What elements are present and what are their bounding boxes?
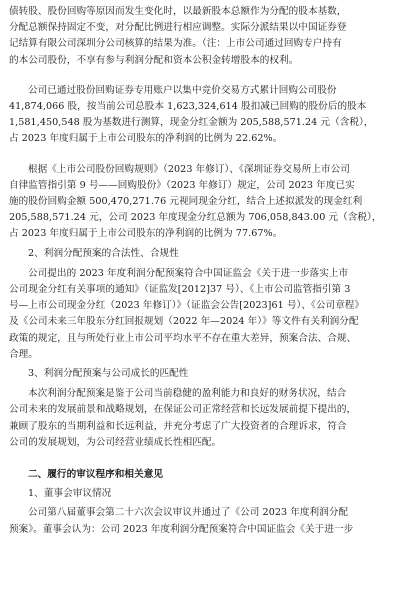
heading-board-review xyxy=(9,486,393,502)
text-line: 公司未来的发展前景和战略规划，在保证公司正常经营和长远发展前提下提出的， xyxy=(9,404,357,416)
section-heading: 2、利润分配预案的合法性、合规性 xyxy=(28,247,179,259)
text-line: 公司的发展规划，为公司经营业绩成长性相匹配。 xyxy=(9,436,222,448)
paragraph-board-review xyxy=(9,505,393,537)
spacer xyxy=(9,69,393,83)
section-heading: 3、利润分配预案与公司成长的匹配性 xyxy=(28,368,189,380)
text-line: 根据《上市公司股份回购规则》（2023 年修订）、《深圳证券交易所上市公司 xyxy=(28,163,350,175)
text-line: 合理。 xyxy=(9,348,38,360)
text-line: 205,588,571.24 元，公司 2023 年度现金分红总额为 706,058,843.00 元（含税）， xyxy=(9,212,382,224)
text-line: 施的股份回购金额 500,470,271.76 元视同现金分红，结合上述拟派发的现金红利 xyxy=(9,196,363,208)
text-line: 公司已通过股份回购证券专用账户以集中竞价交易方式累计回购公司股份 xyxy=(28,84,337,96)
text-line: 政策的规定，且与所处行业上市公司平均水平不存在重大差异，预案合法、合规、 xyxy=(9,332,357,344)
section-heading: 1、董事会审议情况 xyxy=(28,488,112,500)
text-line: 41,874,066 股，按当前公司总股本 1,623,324,614 股扣减已回购的股份后的股本 xyxy=(9,101,367,113)
heading-growth-match xyxy=(9,366,393,382)
section-title: 二、履行的审议程序和相关意见 xyxy=(28,469,164,481)
text-line: 兼顾了股东的当期利益和长远利益，并充分考虑了广大投资者的合理诉求，符合 xyxy=(9,420,347,432)
text-line: 记结算有限公司深圳分公司核算的结果为准。（注：上市公司通过回购专户持有 xyxy=(9,38,342,50)
paragraph-legality xyxy=(9,266,393,363)
text-line: 本次利润分配预案是鉴于公司当前稳健的盈利能力和良好的财务状况，结合 xyxy=(28,388,347,400)
paragraph-repurchase xyxy=(9,83,393,148)
heading-legality xyxy=(9,246,393,262)
paragraph-share-base xyxy=(9,4,393,69)
section-title-review xyxy=(9,467,393,483)
text-line: 号—上市公司现金分红（2023 年修订）》（证监会公告[2023]61 号）、《公司章程》 xyxy=(9,300,365,312)
text-line: 分配总额保持固定不变，对分配比例进行相应调整。实际分派结果以中国证券登 xyxy=(9,22,347,34)
text-line: 公司提出的 2023 年度利润分配预案符合中国证监会《关于进一步落实上市 xyxy=(28,267,349,279)
text-line: 及《公司未来三年股东分红回报规划（2022 年—2024 年）》等文件有关利润分配 xyxy=(9,316,359,328)
text-line: 占 2023 年度归属于上市公司股东的净利润的比例为 77.67%。 xyxy=(9,228,283,240)
spacer xyxy=(9,148,393,162)
text-line: 公司现金分红有关事项的通知》（证监发[2012]37 号）、《上市公司监管指引第 3 xyxy=(9,284,351,296)
text-line: 债转股、股份回购等原因而发生变化时，以最新股本总额作为分配的股本基数， xyxy=(9,6,347,17)
text-line: 1,581,450,548 股为基数进行测算，现金分红金额为 205,588,571.24 元（含税）， xyxy=(9,117,374,129)
text-line: 自律监管指引第 9 号——回购股份》（2023 年修订）规定，公司 2023 年度已实 xyxy=(9,179,355,191)
text-line: 的本公司股份，不享有参与利润分配和资本公积金转增股本的权利。 xyxy=(9,54,299,66)
spacer xyxy=(9,451,393,467)
paragraph-cash-dividend xyxy=(9,162,393,243)
paragraph-growth-match xyxy=(9,386,393,451)
text-line: 预案》。董事会认为：公司 2023 年度利润分配预案符合中国证监会《关于进一步 xyxy=(9,523,354,535)
text-line: 公司第八届董事会第二十六次会议审议并通过了《公司 2023 年度利润分配 xyxy=(28,507,349,519)
text-line: 占 2023 年度归属于上市公司股东的净利润的比例为 22.62%。 xyxy=(9,133,283,145)
